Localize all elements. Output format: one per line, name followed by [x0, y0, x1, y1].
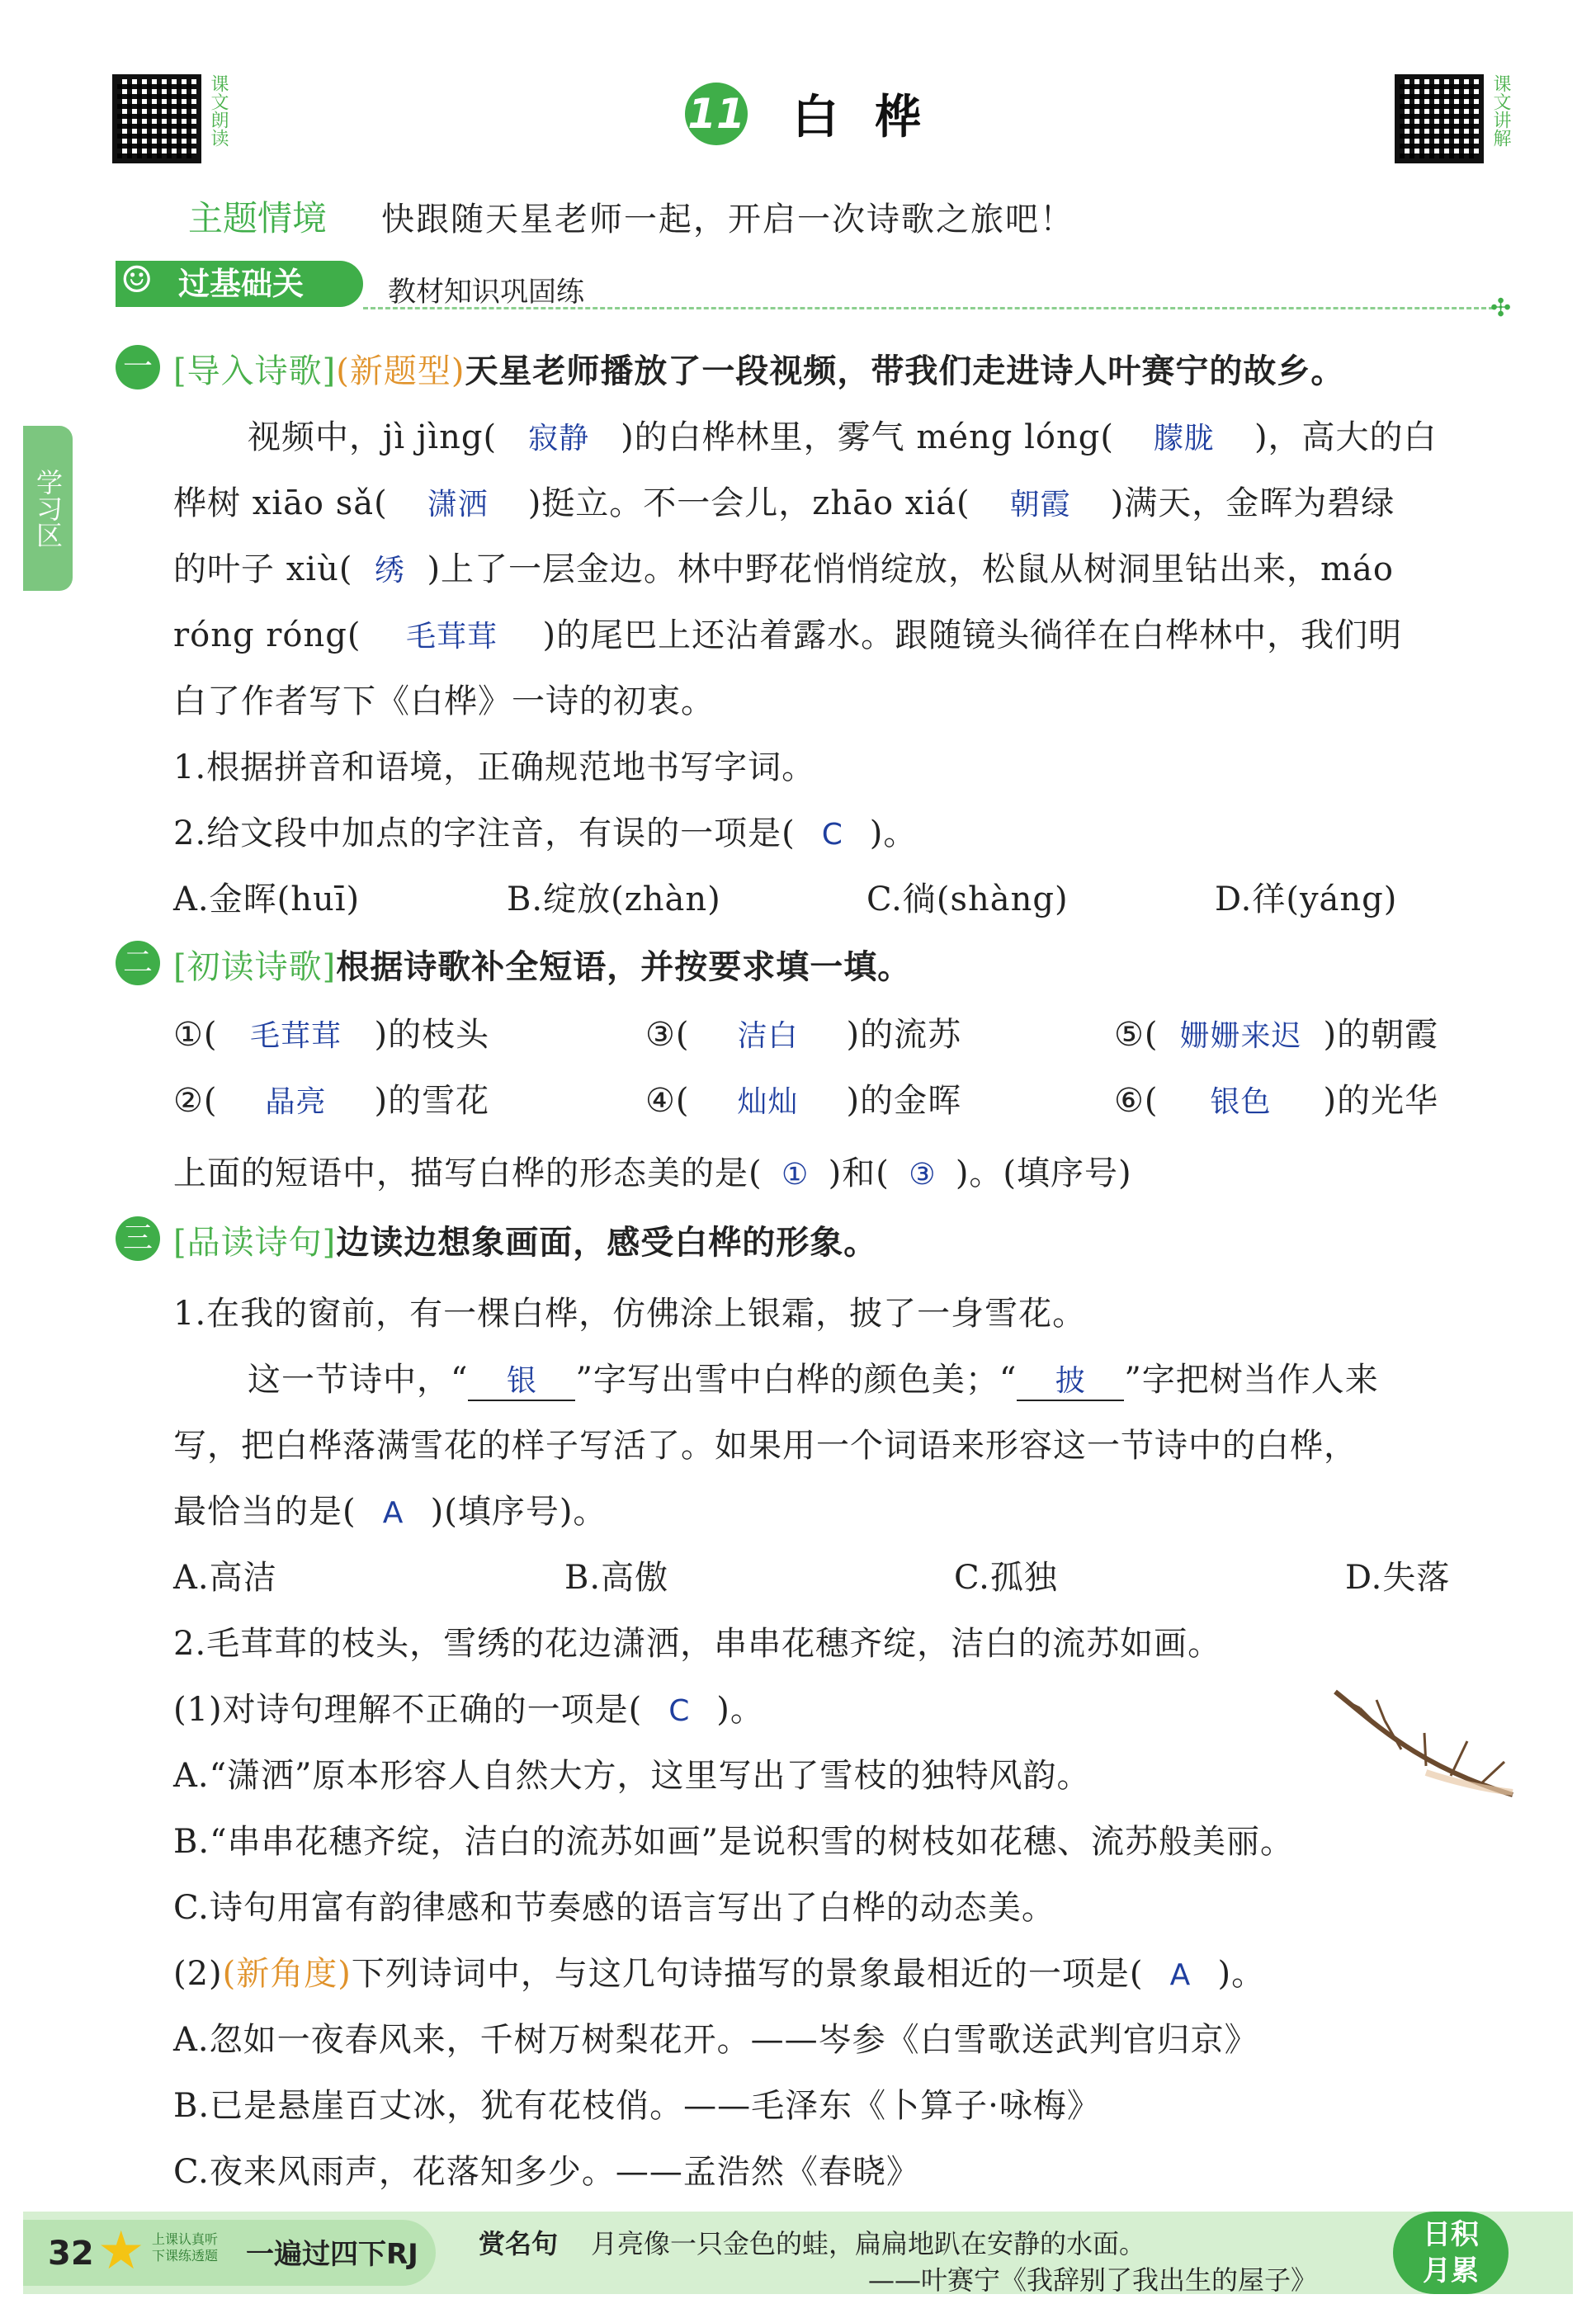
q2-mark: ④(	[645, 1082, 690, 1120]
q1-line-1	[248, 411, 1438, 458]
q1-text: 视频中，jì jìng(	[248, 418, 498, 456]
q1-text: )的白桦林里，雾气 méng lóng(	[621, 418, 1114, 456]
side-tab-study-area: 学习区	[23, 426, 73, 591]
q2-tail: )的雪花	[374, 1082, 490, 1120]
q3-part2-option-c[interactable]: C.夜来风雨声，花落知多少。——孟浩然《春晓》	[173, 2153, 920, 2191]
answer-xiu[interactable]: 绣	[374, 554, 405, 588]
q1-line-3	[173, 543, 1394, 590]
q2-item-5	[1114, 1008, 1438, 1055]
q3-sub-2: 2.毛茸茸的枝头，雪绣的花边潇洒，串串花穗齐绽，洁白的流苏如画。	[173, 1625, 1222, 1663]
answer-menglong[interactable]: 朦胧	[1153, 422, 1215, 456]
q3-text: 这一节诗中，“	[248, 1361, 469, 1399]
q1-sub-1: 1.根据拼音和语境，正确规范地书写字词。	[173, 748, 816, 786]
q3-line-3	[173, 1485, 607, 1532]
q2-answer[interactable]: 银色	[1210, 1085, 1272, 1119]
daily-accumulation-badge	[1393, 2212, 1509, 2294]
q2-summary-text: )。(填序号)	[955, 1154, 1132, 1192]
q2-mark: ①(	[173, 1016, 218, 1054]
q2-summary-answer-2[interactable]: ③	[909, 1158, 937, 1192]
footer-brand: 一遍过四下RJ	[246, 2238, 418, 2271]
q3-text: ”字写出雪中白桦的颜色美；“	[575, 1361, 1018, 1399]
q2-summary-text: )和(	[828, 1154, 890, 1192]
q3-part1-text: )。	[716, 1691, 764, 1729]
quote-text: 月亮像一只金色的蛙，扁扁地趴在安静的水面。	[591, 2228, 1146, 2259]
answer-q3-1[interactable]: A	[382, 1496, 404, 1530]
section-subtitle: 教材知识巩固练	[388, 276, 584, 309]
q2-answer[interactable]: 姗姗来迟	[1179, 1019, 1302, 1053]
q3-option-b[interactable]: B.高傲	[564, 1559, 669, 1597]
q1-sub2-text: )。	[869, 814, 918, 852]
qr-left-label: 课文朗读	[208, 74, 229, 147]
q2-tail: )的流苏	[846, 1016, 962, 1054]
q3-part-2	[173, 1947, 1265, 1995]
q3-part2-tag: (新角度)	[222, 1955, 352, 1993]
page-number: 32	[48, 2235, 94, 2273]
q3-part2-text: 下列诗词中，与这几句诗描写的景象最相近的一项是(	[351, 1955, 1144, 1993]
q2-heading	[173, 941, 911, 988]
q3-part2-num: (2)	[173, 1955, 223, 1993]
answer-yin[interactable]: 银	[468, 1357, 575, 1401]
q1-text: )上了一层金边。林中野花悄悄绽放，松鼠从树洞里钻出来，máo	[427, 550, 1394, 588]
q2-summary	[173, 1147, 1132, 1194]
q3-part1-option-c[interactable]: C.诗句用富有韵律感和节奏感的语言写出了白桦的动态美。	[173, 1889, 1055, 1927]
q1-line-4	[173, 609, 1402, 656]
q2-item-2	[173, 1074, 489, 1121]
q2-answer[interactable]: 洁白	[737, 1019, 799, 1053]
q2-mark: ⑥(	[1114, 1082, 1159, 1120]
q1-option-a[interactable]: A.金晖(huī)	[173, 880, 361, 918]
question-number-1: 一	[116, 345, 160, 389]
q1-text: 的叶子 xiù(	[173, 550, 353, 588]
q2-summary-answer-1[interactable]: ①	[781, 1158, 810, 1192]
q1-text: )满天，金晖为碧绿	[1110, 484, 1395, 522]
quote-label: 赏名句	[479, 2228, 559, 2259]
q3-part-1	[173, 1683, 764, 1730]
q1-text: róng róng(	[173, 616, 361, 654]
q2-mark: ③(	[645, 1016, 690, 1054]
q3-option-c[interactable]: C.孤独	[954, 1559, 1058, 1597]
q3-heading	[173, 1216, 877, 1263]
q2-answer[interactable]: 毛茸茸	[249, 1019, 342, 1053]
branch-illustration-icon	[1327, 1675, 1517, 1807]
q3-line-2: 写，把白桦落满雪花的样子写活了。如果用一个词语来形容这一节诗中的白桦，	[173, 1427, 1358, 1465]
q2-tail: )的朝霞	[1323, 1016, 1439, 1054]
q1-option-c[interactable]: C.徜(shàng)	[866, 880, 1069, 918]
q2-item-6	[1114, 1074, 1438, 1121]
q1-text: )挺立。不一会儿，zhāo xiá(	[527, 484, 970, 522]
q3-text: 最恰当的是(	[173, 1493, 357, 1531]
q2-tag: [初读诗歌]	[173, 948, 337, 986]
q3-part2-text: )。	[1217, 1955, 1266, 1993]
answer-pi[interactable]: 披	[1017, 1357, 1124, 1401]
qr-code-right-icon[interactable]	[1395, 74, 1484, 163]
frog-mascot-icon: ☺	[120, 259, 153, 301]
q3-part2-option-a[interactable]: A.忽如一夜春风来，千树万树梨花开。——岑参《白雪歌送武判官归京》	[173, 2021, 1258, 2059]
question-number-2: 二	[116, 941, 160, 985]
answer-q3-2-2[interactable]: A	[1169, 1958, 1192, 1992]
q1-text: )，高大的白	[1254, 418, 1438, 456]
badge-line-1: 日积	[1423, 2218, 1479, 2251]
lesson-number-badge: 11	[685, 83, 748, 145]
q2-prompt: 根据诗歌补全短语，并按要求填一填。	[336, 948, 912, 986]
q3-prompt: 边读边想象画面，感受白桦的形象。	[336, 1224, 878, 1262]
q3-part1-option-b[interactable]: B.“串串花穗齐绽，洁白的流苏如画”是说积雪的树枝如花穗、流苏般美丽。	[173, 1823, 1295, 1861]
answer-jijing[interactable]: 寂静	[528, 422, 590, 456]
q1-option-b[interactable]: B.绽放(zhàn)	[507, 880, 721, 918]
answer-xiaosa[interactable]: 潇洒	[427, 488, 489, 522]
section-title: 过基础关	[116, 261, 363, 307]
q1-sub2-text: 2.给文段中加点的字注音，有误的一项是(	[173, 814, 796, 852]
q1-sub-2	[173, 807, 917, 854]
q2-answer[interactable]: 晶亮	[265, 1085, 327, 1119]
slogan-line-2: 下课练透题	[152, 2248, 219, 2264]
q3-text: )(填序号)。	[430, 1493, 607, 1531]
qr-code-left-icon[interactable]	[112, 74, 201, 163]
q2-answer[interactable]: 灿灿	[737, 1085, 799, 1119]
answer-maorongrong[interactable]: 毛茸茸	[405, 620, 498, 654]
q3-sub-1: 1.在我的窗前，有一棵白桦，仿佛涂上银霜，披了一身雪花。	[173, 1295, 1087, 1333]
theme-label: 主题情境	[188, 198, 328, 238]
lesson-title: 白桦	[792, 91, 957, 144]
q3-part1-text: (1)对诗句理解不正确的一项是(	[173, 1691, 643, 1729]
answer-q3-2-1[interactable]: C	[668, 1694, 691, 1728]
q2-summary-text: 上面的短语中，描写白桦的形态美的是(	[173, 1154, 763, 1192]
q1-text: )的尾巴上还沾着露水。跟随镜头徜徉在白桦林中，我们明	[542, 616, 1403, 654]
q3-option-a[interactable]: A.高洁	[173, 1559, 277, 1597]
qr-right-label: 课文讲解	[1490, 74, 1511, 147]
q2-item-4	[645, 1074, 961, 1121]
star-mascot-icon: ★	[97, 2221, 145, 2282]
q2-mark: ⑤(	[1114, 1016, 1159, 1054]
q1-tag: [导入诗歌]	[173, 352, 337, 390]
q2-item-3	[645, 1008, 961, 1055]
answer-zhaoxia[interactable]: 朝霞	[1009, 488, 1071, 522]
q1-text: 桦树 xiāo sǎ(	[173, 484, 388, 522]
q2-item-1	[173, 1008, 489, 1055]
q3-part2-option-b[interactable]: B.已是悬崖百丈冰，犹有花枝俏。——毛泽东《卜算子·咏梅》	[173, 2087, 1101, 2125]
question-number-3: 三	[116, 1216, 160, 1261]
q3-part1-option-a[interactable]: A.“潇洒”原本形容人自然大方，这里写出了雪枝的独特风韵。	[173, 1757, 1091, 1795]
q1-option-d[interactable]: D.徉(yáng)	[1215, 880, 1398, 918]
badge-line-2: 月累	[1423, 2254, 1479, 2287]
theme-text: 快跟随天星老师一起，开启一次诗歌之旅吧！	[381, 201, 1074, 238]
footer-slogan	[152, 2231, 218, 2264]
q1-heading	[173, 345, 1344, 392]
quote-source: ——叶赛宁《我辞别了我出生的屋子》	[868, 2264, 1318, 2296]
slogan-line-1: 上课认真听	[152, 2231, 219, 2247]
clover-icon: ✣	[1490, 294, 1512, 323]
q2-tail: )的光华	[1323, 1082, 1439, 1120]
q2-tail: )的枝头	[374, 1016, 490, 1054]
q1-tag-new: (新题型)	[336, 352, 465, 390]
q3-line-1	[248, 1353, 1379, 1401]
q1-line-2	[173, 477, 1395, 524]
q1-line-5: 白了作者写下《白桦》一诗的初衷。	[173, 682, 715, 720]
divider-dotted	[363, 307, 1494, 309]
q3-text: ”字把树当作人来	[1124, 1361, 1379, 1399]
q2-mark: ②(	[173, 1082, 218, 1120]
answer-q1-2[interactable]: C	[821, 818, 843, 852]
q1-prompt: 天星老师播放了一段视频，带我们走进诗人叶赛宁的故乡。	[465, 352, 1345, 390]
q3-option-d[interactable]: D.失落	[1345, 1559, 1451, 1597]
q2-tail: )的金晖	[846, 1082, 962, 1120]
q3-tag: [品读诗句]	[173, 1224, 337, 1262]
